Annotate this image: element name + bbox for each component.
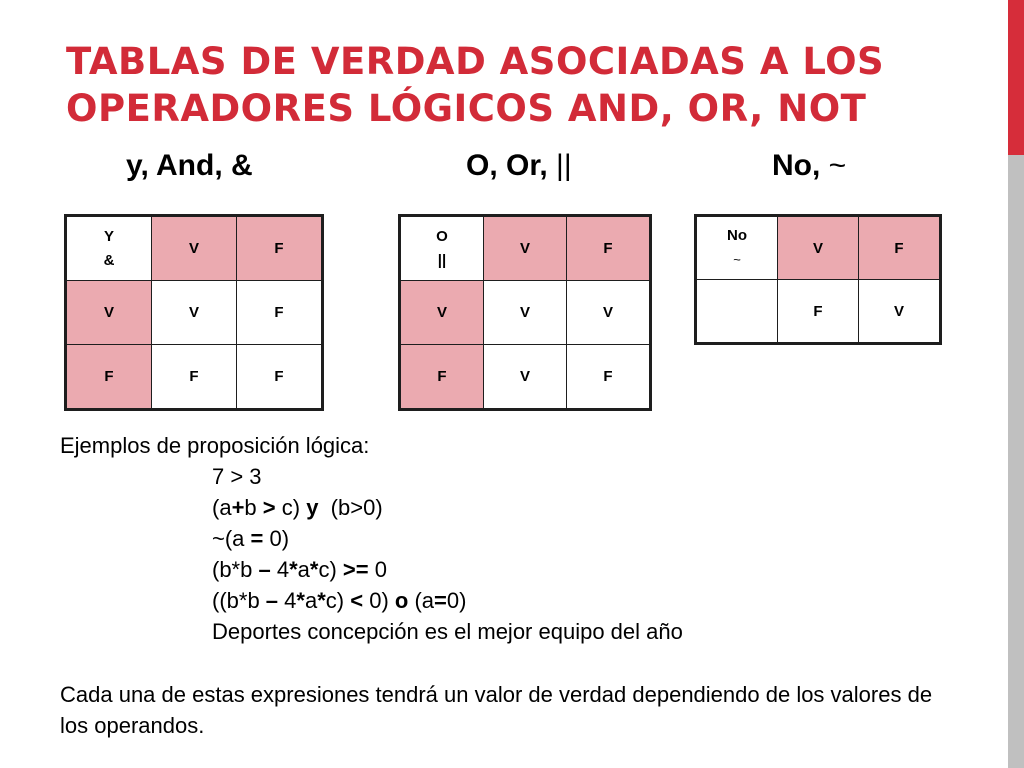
table-cell: V: [152, 281, 237, 345]
column-header: F: [237, 216, 323, 281]
heading-or-text: O, Or,: [466, 149, 557, 182]
heading-or-symbol: ||: [556, 149, 572, 182]
table-cell: F: [778, 280, 859, 344]
row-header: [696, 280, 778, 344]
example-item: ~(a = 0): [212, 526, 290, 551]
column-header: F: [567, 216, 651, 281]
example-item: ((b*b – 4*a*c) < 0) o (a=0): [212, 588, 467, 613]
corner-label: O: [436, 227, 448, 245]
heading-not-symbol: ~: [828, 149, 847, 182]
examples-list: [212, 461, 683, 647]
table-corner: [66, 216, 152, 281]
heading-not-text: No,: [772, 149, 829, 182]
title-line-1: TABLAS DE VERDAD ASOCIADAS A LOS: [66, 40, 885, 83]
closing-paragraph: Cada una de estas expresiones tendrá un valor de verdad dependiendo de los valores de los operandos.: [60, 682, 933, 738]
truth-table-and: [64, 214, 324, 411]
table-corner: [400, 216, 484, 281]
heading-and: y, And, &: [126, 149, 253, 182]
table-cell: F: [567, 345, 651, 410]
row-header: V: [400, 281, 484, 345]
example-item: (a+b > c) y (b>0): [212, 495, 383, 520]
table-cell: F: [237, 345, 323, 410]
slide-title: [66, 38, 996, 132]
side-bar-accent: [1008, 0, 1024, 155]
corner-symbol: ||: [437, 251, 447, 269]
title-line-2: OPERADORES LÓGICOS AND, OR, NOT: [66, 87, 867, 130]
table-cell: F: [152, 345, 237, 410]
example-item: (b*b – 4*a*c) >= 0: [212, 557, 387, 582]
table-cell: V: [484, 345, 567, 410]
example-item: 7 > 3: [212, 464, 262, 489]
examples-intro: Ejemplos de proposición lógica:: [60, 433, 370, 458]
example-item: Deportes concepción es el mejor equipo del año: [212, 619, 683, 644]
corner-label: No: [727, 227, 747, 244]
table-cell: V: [484, 281, 567, 345]
heading-or: [466, 146, 572, 186]
heading-not: [772, 146, 846, 186]
row-header: V: [66, 281, 152, 345]
table-cell: V: [567, 281, 651, 345]
column-header: F: [859, 216, 941, 280]
row-header: F: [66, 345, 152, 410]
table-cell: F: [237, 281, 323, 345]
row-header: F: [400, 345, 484, 410]
truth-table-or: [398, 214, 652, 411]
corner-symbol: &: [103, 251, 115, 269]
truth-table-not: [694, 214, 942, 345]
column-header: V: [778, 216, 859, 280]
corner-symbol: ~: [733, 252, 741, 267]
table-corner: [696, 216, 778, 280]
corner-label: Y: [103, 227, 114, 245]
table-cell: V: [859, 280, 941, 344]
column-header: V: [152, 216, 237, 281]
column-header: V: [484, 216, 567, 281]
